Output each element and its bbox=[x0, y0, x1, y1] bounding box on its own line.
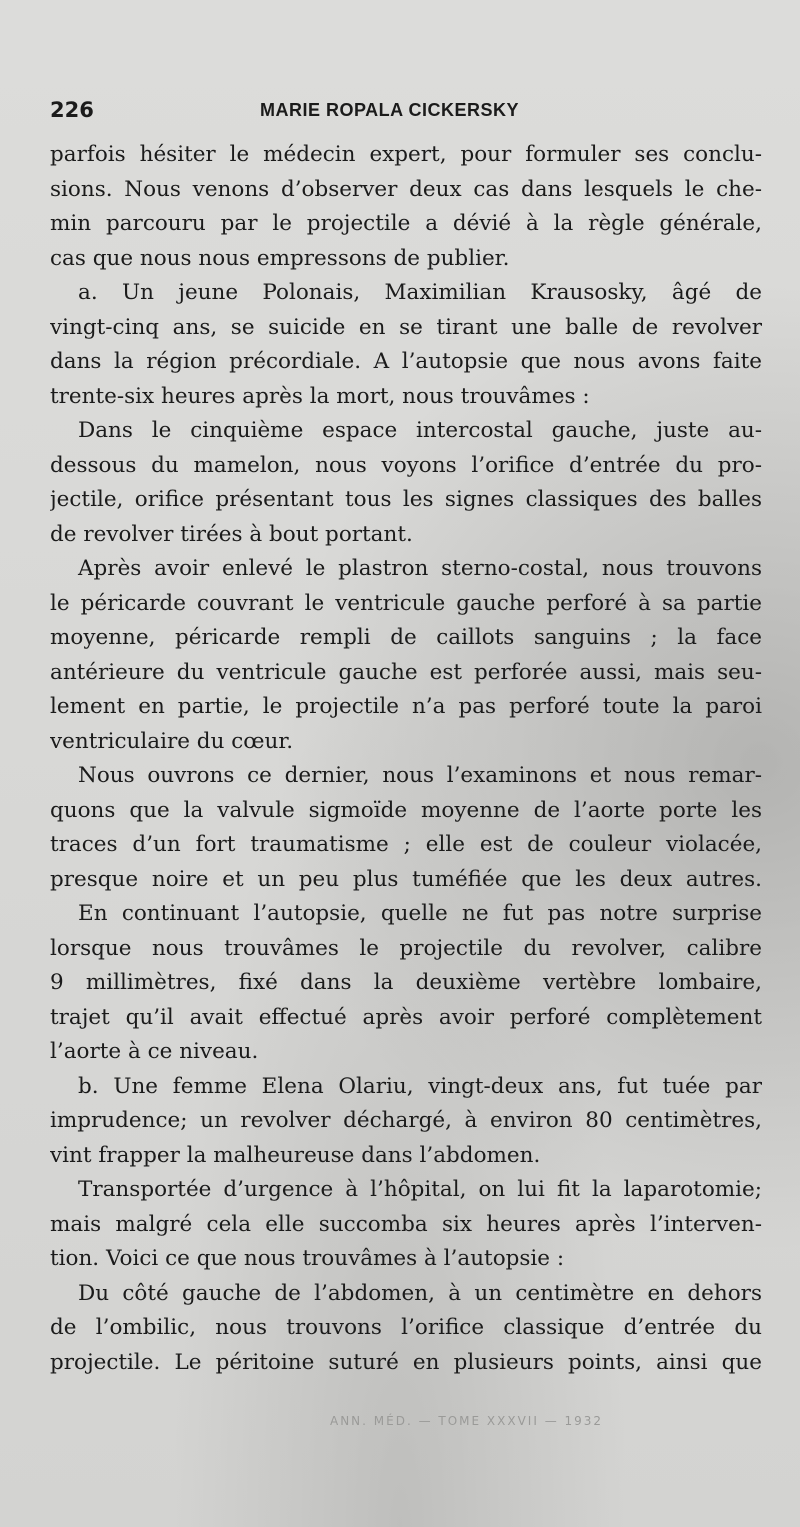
text-line: lorsque nous trouvâmes le projectile du revolver, calibre bbox=[50, 935, 762, 961]
text-line: Après avoir enlevé le plastron sterno-costal, nous trouvons bbox=[78, 556, 762, 581]
running-head: MARIE ROPALA CICKERSKY bbox=[260, 100, 520, 120]
text-line: le péricarde couvrant le ventricule gauche perforé à sa partie bbox=[50, 590, 762, 616]
body-text bbox=[50, 138, 762, 1380]
text-line: En continuant l’autopsie, quelle ne fut pas notre surprise bbox=[78, 901, 762, 926]
text-line: Dans le cinquième espace intercostal gauche, juste au- bbox=[78, 418, 762, 443]
text-line: Du côté gauche de l’abdomen, à un centimètre en dehors bbox=[78, 1280, 762, 1306]
page-number: 226 bbox=[50, 98, 94, 122]
text-line: de revolver tirées à bout portant. bbox=[50, 521, 413, 547]
text-line: imprudence; un revolver déchargé, à environ 80 centimètres, bbox=[50, 1108, 762, 1133]
text-line: antérieure du ventricule gauche est perforée aussi, mais seu- bbox=[50, 659, 762, 685]
text-line: mais malgré cela elle succomba six heures après l’interven- bbox=[50, 1211, 762, 1237]
text-line: dessous du mamelon, nous voyons l’orifice d’entrée du pro- bbox=[50, 452, 762, 478]
text-line: Nous ouvrons ce dernier, nous l’examinons et nous remar- bbox=[78, 763, 762, 788]
text-line: sions. Nous venons d’observer deux cas dans lesquels le che- bbox=[50, 176, 762, 202]
text-line: vint frapper la malheureuse dans l’abdomen. bbox=[50, 1142, 541, 1168]
text-line: vingt-cinq ans, se suicide en se tirant une balle de revolver bbox=[50, 314, 762, 340]
text-line: tion. Voici ce que nous trouvâmes à l’autopsie : bbox=[50, 1246, 565, 1271]
text-line: parfois hésiter le médecin expert, pour formuler ses conclu- bbox=[50, 142, 762, 167]
text-line: ventriculaire du cœur. bbox=[50, 728, 294, 754]
page-header bbox=[50, 98, 770, 132]
text-line: trente-six heures après la mort, nous trouvâmes : bbox=[50, 383, 590, 409]
text-line: quons que la valvule sigmoïde moyenne de l’aorte porte les bbox=[50, 797, 762, 823]
text-line: Transportée d’urgence à l’hôpital, on lui fit la laparotomie; bbox=[78, 1177, 762, 1202]
text-line: projectile. Le péritoine suturé en plusieurs points, ainsi que bbox=[50, 1349, 762, 1375]
text-line: lement en partie, le projectile n’a pas perforé toute la paroi bbox=[50, 694, 762, 719]
text-line: cas que nous nous empressons de publier. bbox=[50, 245, 510, 271]
text-line: 9 millimètres, fixé dans la deuxième vertèbre lombaire, bbox=[50, 970, 762, 995]
text-line: moyenne, péricarde rempli de caillots sanguins ; la face bbox=[50, 625, 762, 650]
bleed-through-footer: ANN. MÉD. — TOME XXXVII — 1932 bbox=[330, 1414, 604, 1428]
text-line: traces d’un fort traumatisme ; elle est de couleur violacée, bbox=[50, 832, 762, 857]
text-line: de l’ombilic, nous trouvons l’orifice classique d’entrée du bbox=[50, 1315, 762, 1340]
text-line: jectile, orifice présentant tous les signes classiques des balles bbox=[50, 487, 762, 512]
text-line: min parcouru par le projectile a dévié à la règle générale, bbox=[50, 211, 762, 236]
text-line: dans la région précordiale. A l’autopsie que nous avons faite bbox=[50, 349, 762, 374]
text-line: presque noire et un peu plus tuméfiée que les deux autres. bbox=[50, 866, 762, 892]
text-line: l’aorte à ce niveau. bbox=[50, 1039, 259, 1064]
text-line: a. Un jeune Polonais, Maximilian Krausosky, âgé de bbox=[78, 280, 762, 305]
text-line: b. Une femme Elena Olariu, vingt-deux ans, fut tuée par bbox=[78, 1073, 762, 1099]
text-line: trajet qu’il avait effectué après avoir perforé complètement bbox=[50, 1004, 762, 1030]
